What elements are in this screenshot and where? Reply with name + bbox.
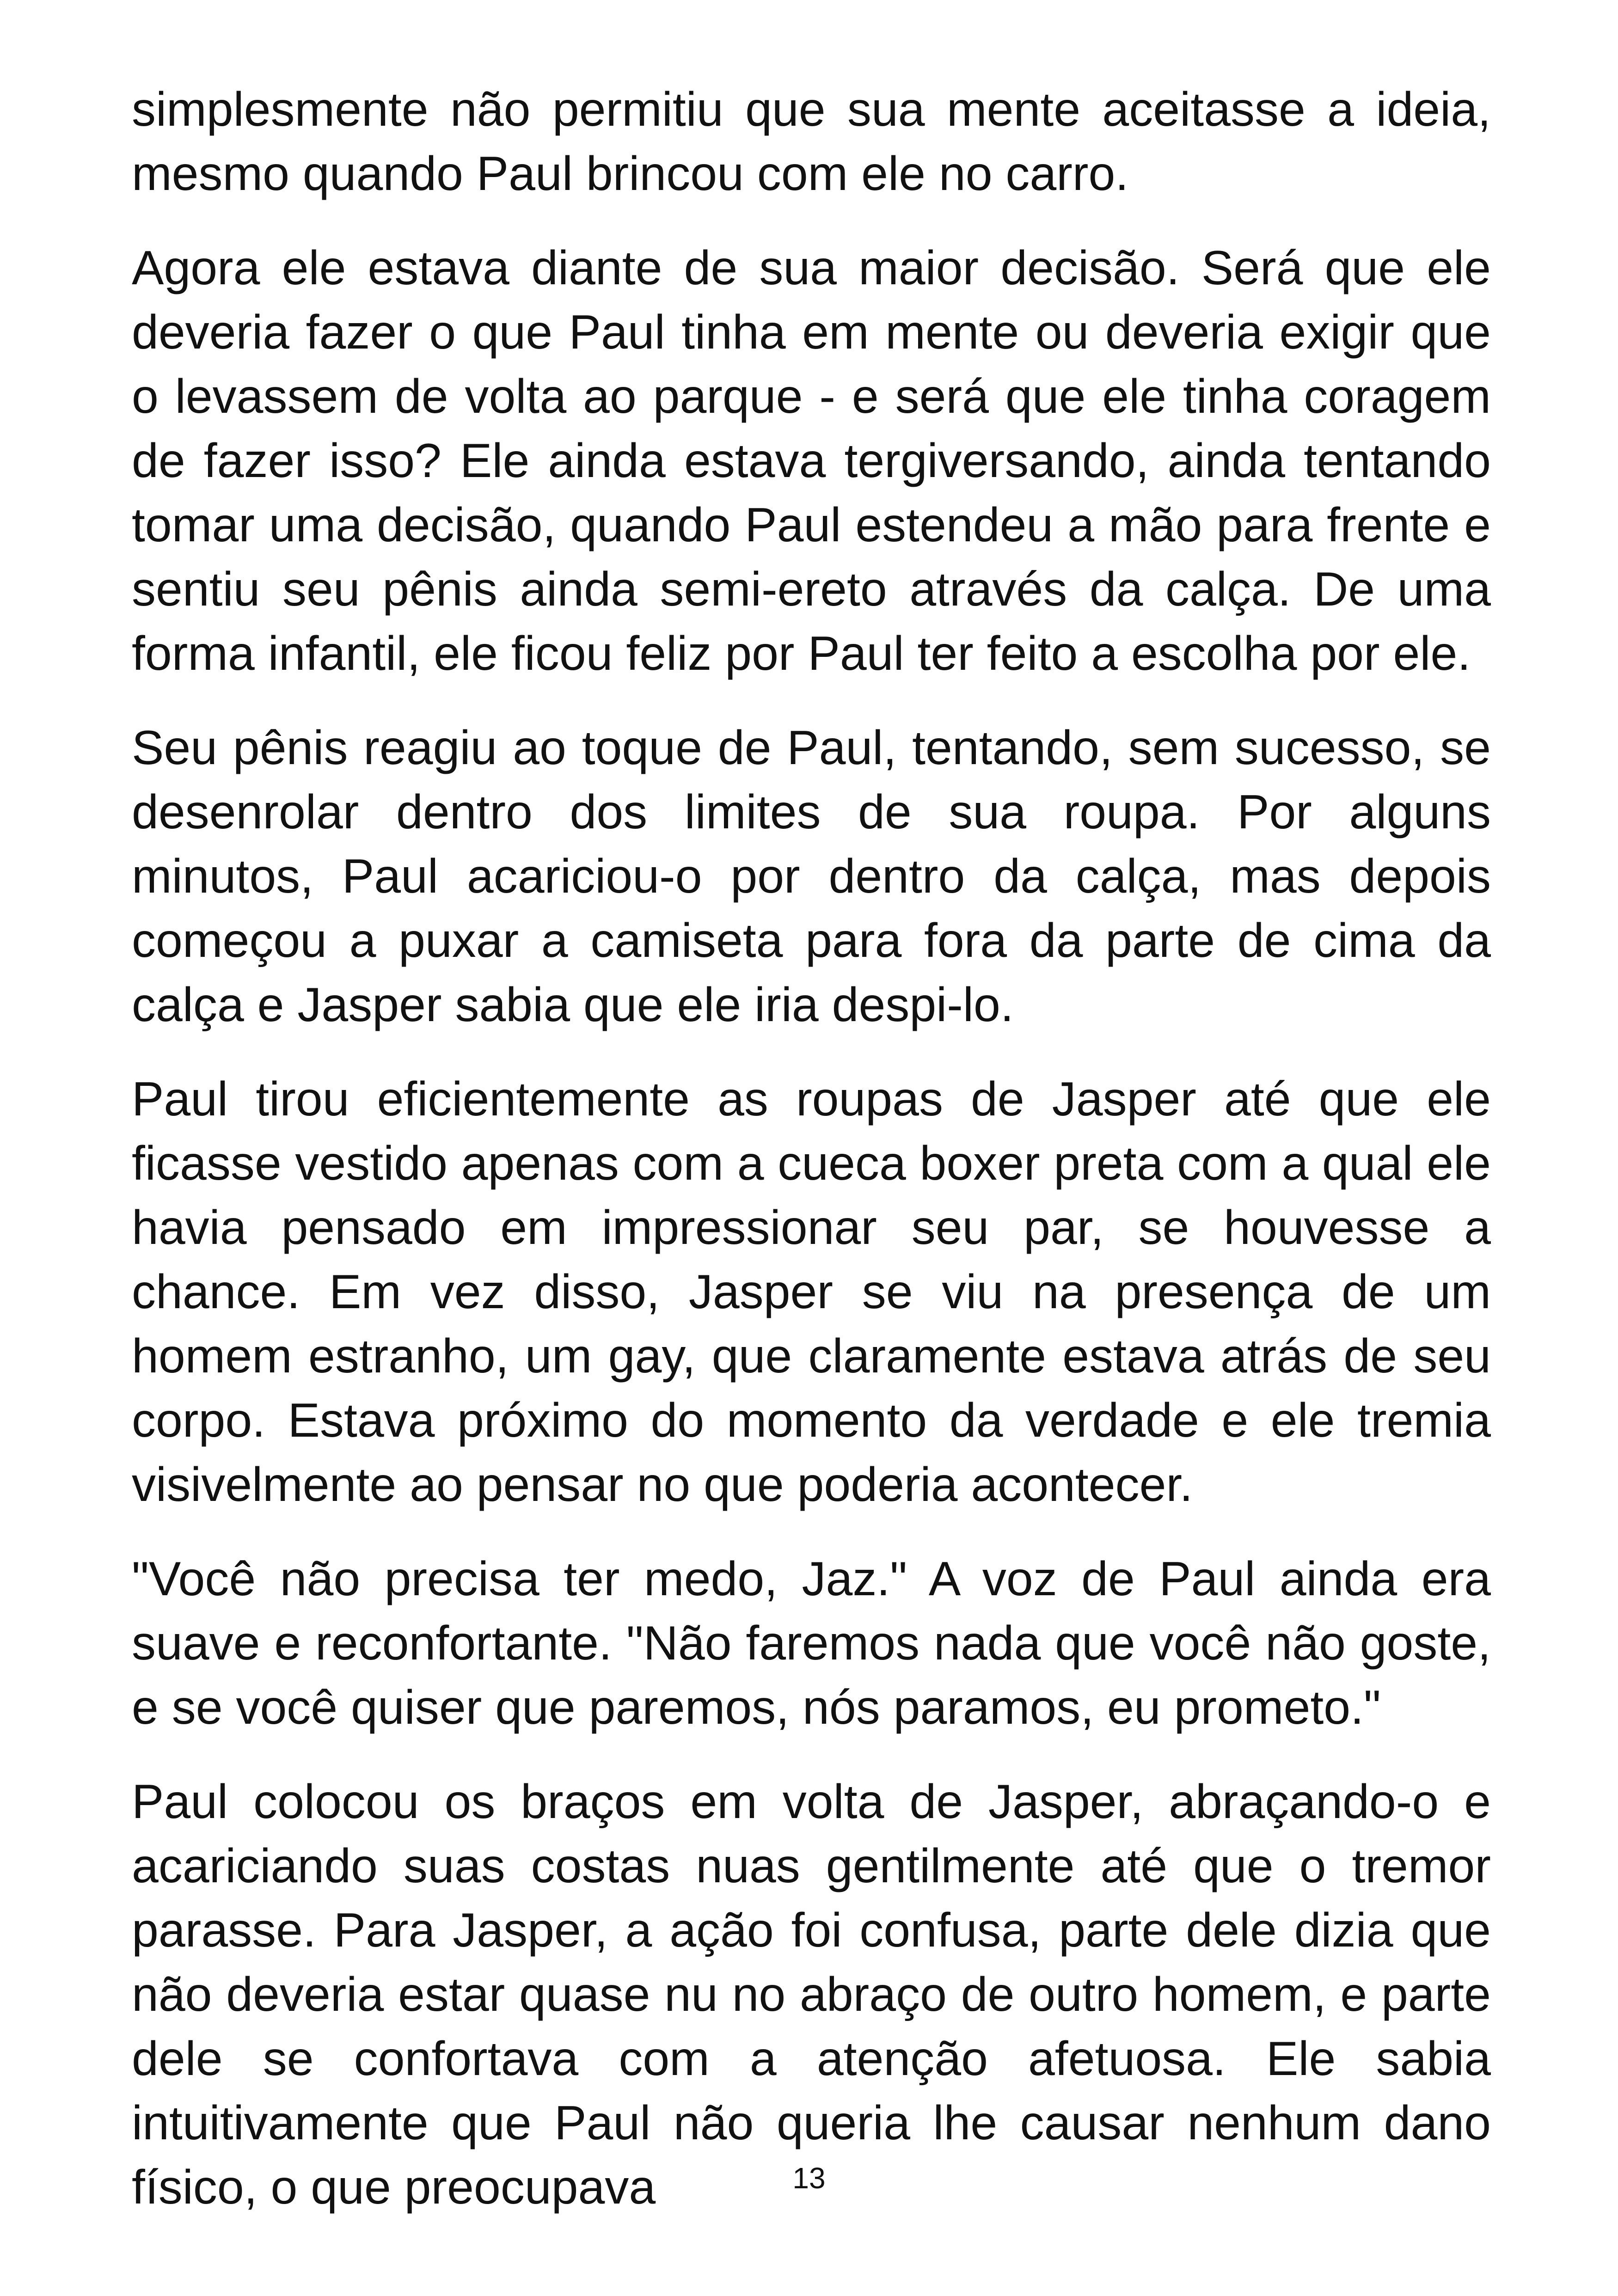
paragraph-1: simplesmente não permitiu que sua mente aceitasse a ideia, mesmo quando Paul brincou com ele no carro. [132, 83, 1491, 201]
paragraph-5: "Você não precisa ter medo, Jaz." A voz de Paul ainda era suave e reconfortante. "Não faremos nada que você não goste, e se você quiser que paremos, nós paramos, eu prometo." [132, 1552, 1491, 1734]
paragraph-6: Paul colocou os braços em volta de Jasper, abraçando-o e acariciando suas costas nuas gentilmente até que o tremor parasse. Para Jasper, a ação foi confusa, parte dele dizia que não deveria estar quase nu no abraço de outro homem, e parte dele se confortava com a atenção afetuosa. Ele sabia intuitivamente que Paul não queria lhe causar nenhum dano físico, o que preocupava [132, 1775, 1491, 2214]
paragraph-2: Agora ele estava diante de sua maior decisão. Será que ele deveria fazer o que Paul tinha em mente ou deveria exigir que o levassem de volta ao parque - e será que ele tinha coragem de fazer isso? Ele ainda estava tergiversando, ainda tentando tomar uma decisão, quando Paul estendeu a mão para frente e sentiu seu pênis ainda semi-ereto através da calça. De uma forma infantil, ele ficou feliz por Paul ter feito a escolha por ele. [132, 241, 1491, 680]
page-number: 13 [792, 2161, 826, 2195]
paragraph-4: Paul tirou eficientemente as roupas de Jasper até que ele ficasse vestido apenas com a cueca boxer preta com a qual ele havia pensado em impressionar seu par, se houvesse a chance. Em vez disso, Jasper se viu na presença de um homem estranho, um gay, que claramente estava atrás de seu corpo. Estava próximo do momento da verdade e ele tremia visivelmente ao pensar no que poderia acontecer. [132, 1072, 1491, 1512]
paragraph-3: Seu pênis reagiu ao toque de Paul, tentando, sem sucesso, se desenrolar dentro dos limites de sua roupa. Por alguns minutos, Paul acariciou-o por dentro da calça, mas depois começou a puxar a camiseta para fora da parte de cima da calça e Jasper sabia que ele iria despi-lo. [132, 721, 1491, 1032]
body-text [132, 78, 1491, 2220]
